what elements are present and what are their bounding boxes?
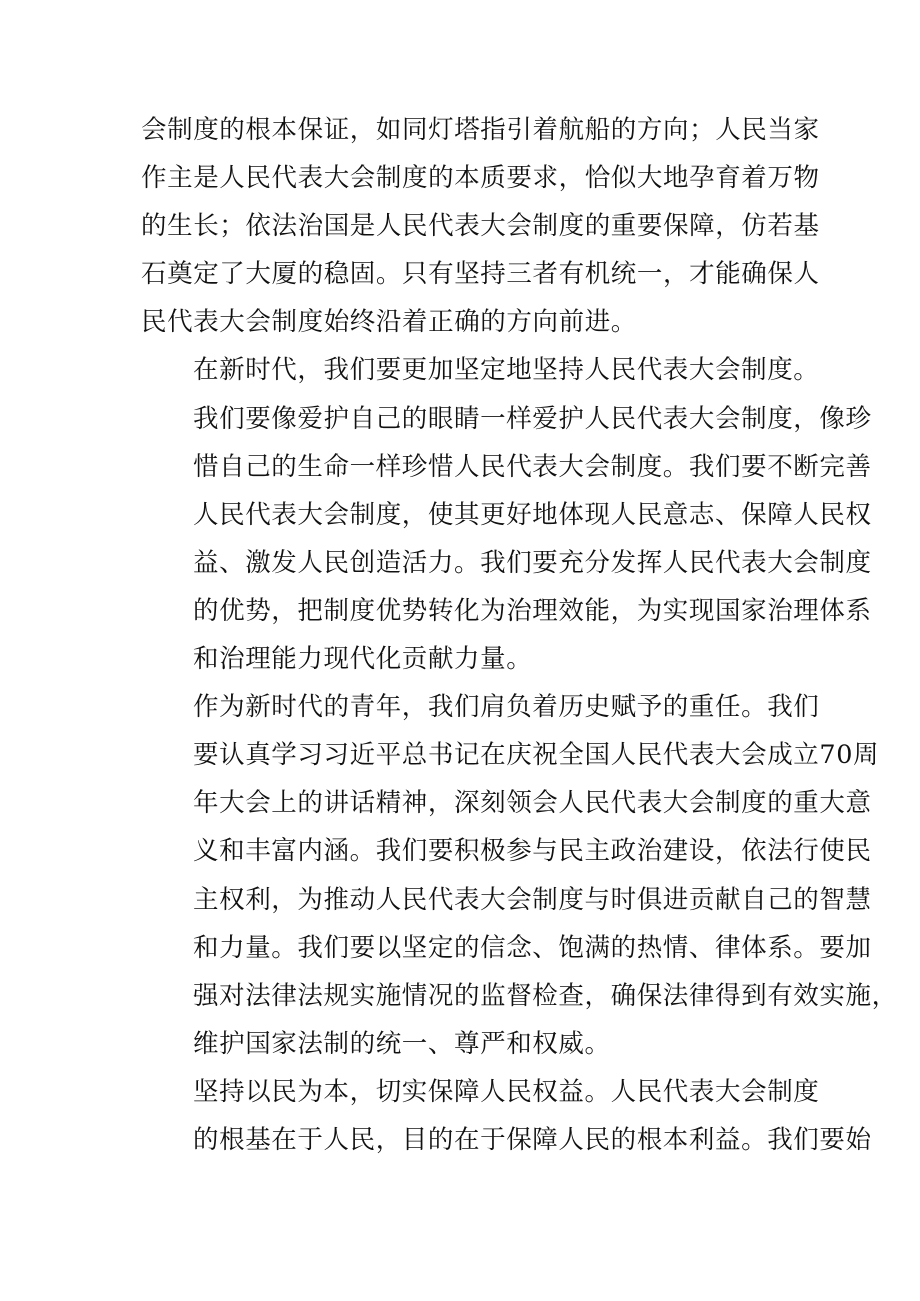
text-line: 维护国家法制的统一、尊严和权威。 — [193, 1028, 611, 1059]
text-line: 作主是人民代表大会制度的本质要求，恰似大地孕育着万物 — [141, 163, 820, 194]
text-line: 要认真学习习近平总书记在庆祝全国人民代表大会成立70周 — [193, 740, 880, 771]
text-line: 惜自己的生命一样珍惜人民代表大会制度。我们要不断完善 — [193, 451, 872, 482]
paragraph — [141, 106, 820, 346]
paragraph — [141, 1068, 872, 1164]
text-line: 的生长；依法治国是人民代表大会制度的重要保障，仿若基 — [141, 211, 820, 242]
text-line: 的优势，把制度优势转化为治理效能，为实现国家治理体系 — [193, 595, 872, 626]
text-line: 会制度的根本保证，如同灯塔指引着航船的方向；人民当家 — [141, 115, 820, 145]
text-line: 年大会上的讲话精神，深刻领会人民代表大会制度的重大意 — [193, 788, 872, 819]
text-line: 民代表大会制度始终沿着正确的方向前进。 — [141, 307, 637, 338]
text-line: 和治理能力现代化贡献力量。 — [193, 644, 533, 675]
text-line: 义和丰富内涵。我们要积极参与民主政治建设，依法行使民 — [193, 836, 872, 867]
paragraph — [141, 683, 898, 1068]
text-line: 的根基在于人民，目的在于保障人民的根本利益。我们要始 — [193, 1124, 872, 1155]
text-line: 在新时代，我们要更加坚定地坚持人民代表大会制度。 — [193, 355, 820, 386]
text-line: 作为新时代的青年，我们肩负着历史赋予的重任。我们 — [193, 692, 820, 723]
text-line: 人民代表大会制度，使其更好地体现人民意志、保障人民权 — [193, 499, 872, 530]
text-line: 强对法律法规实施情况的监督检查，确保法律得到有效实施， — [193, 980, 898, 1011]
text-line: 石奠定了大厦的稳固。只有坚持三者有机统一，才能确保人 — [141, 259, 820, 290]
text-line: 益、激发人民创造活力。我们要充分发挥人民代表大会制度 — [193, 547, 872, 578]
text-line: 我们要像爱护自己的眼睛一样爱护人民代表大会制度，像珍 — [193, 403, 872, 434]
body-text — [141, 106, 898, 1164]
text-line: 坚持以民为本，切实保障人民权益。人民代表大会制度 — [193, 1076, 820, 1107]
paragraph — [141, 346, 872, 683]
text-line: 和力量。我们要以坚定的信念、饱满的热情、律体系。要加 — [193, 932, 872, 963]
text-line: 主权利，为推动人民代表大会制度与时俱进贡献自己的智慧 — [193, 884, 872, 915]
